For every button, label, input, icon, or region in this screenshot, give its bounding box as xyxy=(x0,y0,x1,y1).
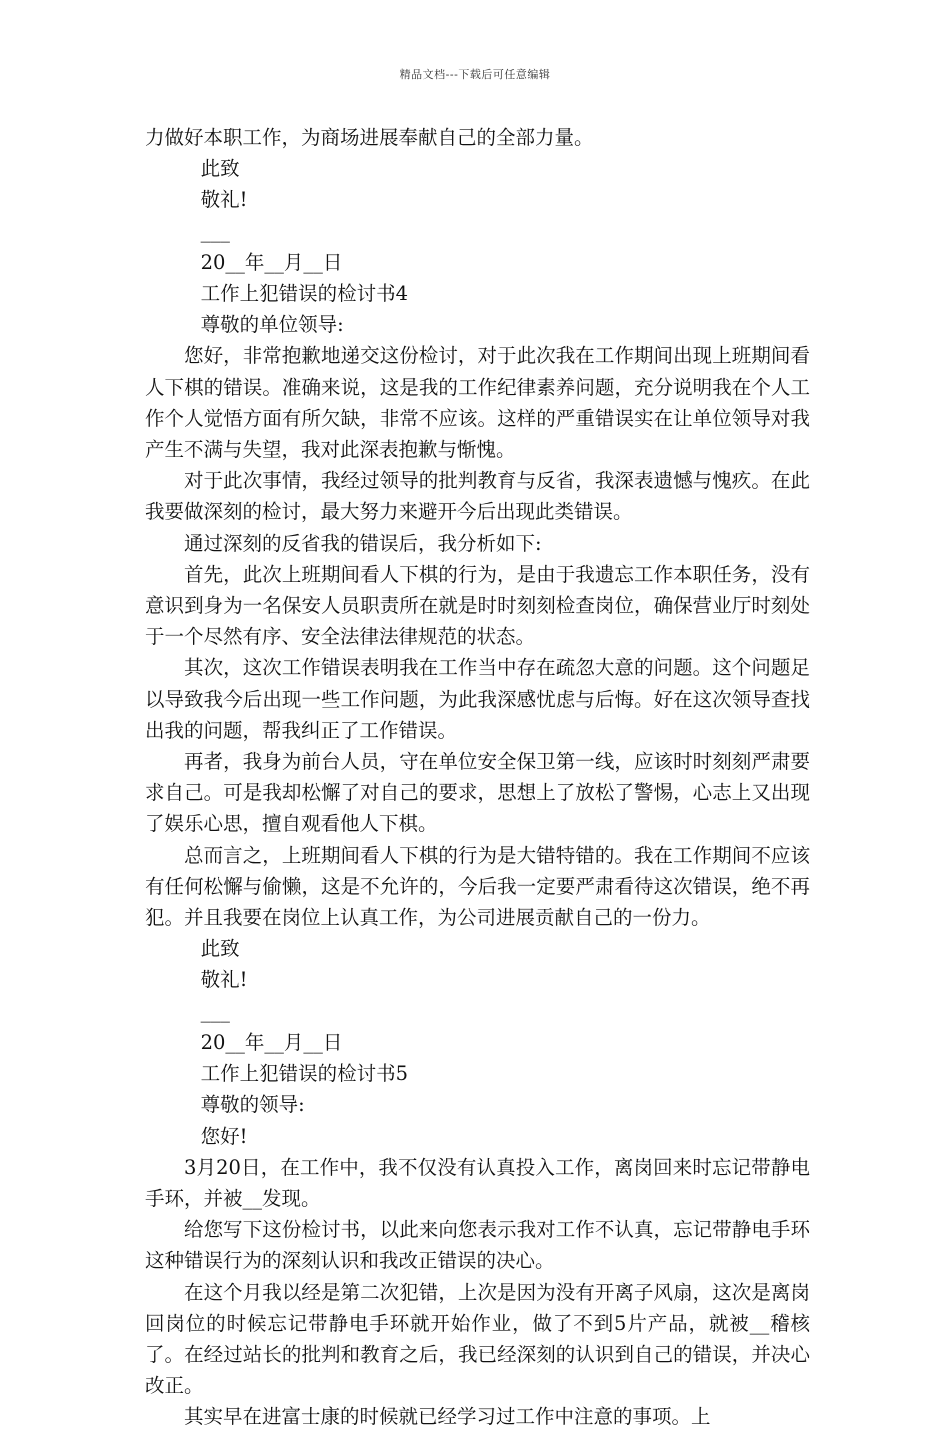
paragraph: 20__年__月__日 xyxy=(200,1030,343,1054)
paragraph: ___ xyxy=(200,219,230,243)
paragraph: 此致 xyxy=(200,157,240,181)
paragraph: 力做好本职工作，为商场进展奉献自己的全部力量。 xyxy=(145,126,594,149)
paragraph: 给您写下这份检讨书，以此来向您表示我对工作不认真，忘记带静电手环这种错误行为的深刻认识和我改正错误的决心。 xyxy=(145,1218,810,1273)
paragraph: 尊敬的领导: xyxy=(200,1093,305,1117)
paragraph: 在这个月我以经是第二次犯错，上次是因为没有开离子风扇，这次是离岗回岗位的时候忘记带静电手环就开始作业，做了不到5片产品，就被__稽核了。在经过站长的批判和教育之后，我已经深刻的认识到自己的错误，并决心改正。 xyxy=(145,1280,810,1398)
document-body xyxy=(145,122,810,1433)
page-header: 精品文档---下载后可任意编辑 xyxy=(399,68,551,81)
paragraph: 通过深刻的反省我的错误后，我分析如下: xyxy=(184,531,542,555)
paragraph: 其实早在进富士康的时候就已经学习过工作中注意的事项。上 xyxy=(184,1405,711,1429)
paragraph: ___ xyxy=(200,999,230,1023)
paragraph: 您好，非常抱歉地递交这份检讨，对于此次我在工作期间出现上班期间看人下棋的错误。准确来说，这是我的工作纪律素养问题，充分说明我在个人工作个人觉悟方面有所欠缺，非常不应该。这样的严重错误实在让单位领导对我产生不满与失望，我对此深表抱歉与惭愧。 xyxy=(145,344,810,462)
paragraph: 敬礼! xyxy=(200,968,248,992)
paragraph: 首先，此次上班期间看人下棋的行为，是由于我遗忘工作本职任务，没有意识到身为一名保安人员职责所在就是时时刻刻检查岗位，确保营业厅时刻处于一个尽然有序、安全法律法律规范的状态。 xyxy=(145,562,810,649)
paragraph: 您好! xyxy=(200,1124,248,1148)
paragraph: 3月20日，在工作中，我不仅没有认真投入工作，离岗回来时忘记带静电手环，并被__发现。 xyxy=(145,1155,810,1210)
paragraph: 工作上犯错误的检讨书4 xyxy=(200,282,408,306)
paragraph: 总而言之，上班期间看人下棋的行为是大错特错的。我在工作期间不应该有任何松懈与偷懒，这是不允许的，今后我一定要严肃看待这次错误，绝不再犯。并且我要在岗位上认真工作，为公司进展贡献自己的一份力。 xyxy=(145,843,810,930)
paragraph: 对于此次事情，我经过领导的批判教育与反省，我深表遗憾与愧疚。在此我要做深刻的检讨，最大努力来避开今后出现此类错误。 xyxy=(145,469,810,524)
paragraph: 工作上犯错误的检讨书5 xyxy=(200,1062,408,1086)
paragraph: 尊敬的单位领导: xyxy=(200,313,344,337)
paragraph: 20__年__月__日 xyxy=(200,250,343,274)
paragraph: 再者，我身为前台人员，守在单位安全保卫第一线，应该时时刻刻严肃要求自己。可是我却松懈了对自己的要求，思想上了放松了警惕，心志上又出现了娱乐心思，擅自观看他人下棋。 xyxy=(145,750,810,836)
paragraph: 其次，这次工作错误表明我在工作当中存在疏忽大意的问题。这个问题足以导致我今后出现一些工作问题，为此我深感忧虑与后悔。好在这次领导查找出我的问题，帮我纠正了工作错误。 xyxy=(145,656,810,742)
paragraph: 此致 xyxy=(200,937,240,961)
paragraph: 敬礼! xyxy=(200,188,248,212)
